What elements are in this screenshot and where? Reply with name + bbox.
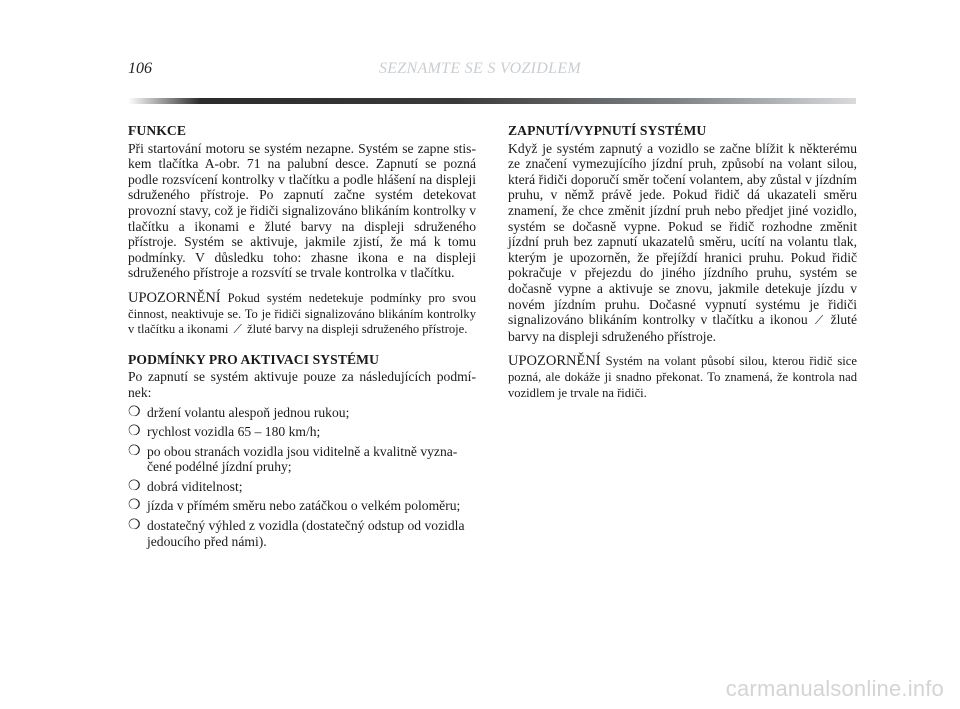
circle-bullet-icon: ❍ (128, 443, 141, 459)
onoff-paragraph (508, 141, 857, 345)
circle-bullet-icon: ❍ (128, 498, 141, 514)
list-item: ❍ po obou stranách vozidla jsou viditelně a kvalitně vyznačené podélné jízdní pruhy; (128, 443, 458, 475)
page-number: 106 (128, 60, 152, 77)
funkce-heading: FUNKCE (128, 123, 186, 138)
lane-assist-icon: ⟋ (233, 322, 242, 337)
list-item: ❍ jízda v přímém směru nebo zatáčkou o velkém poloměru; (128, 498, 461, 514)
onoff-text-part1: Když je systém zapnutý a vozidlo se začne blížit k některému ze značení vymezujícího jízdní pruh, způsobí na volant silou, která řidiči doporučí směr točení volantem, aby zůstal v jízdním pruhu, v němž právě jede. Pokud řidič dá ukazateli směru znamení, že chce změnit jízdní pruh nebo předjet jiné vozidlo, systém se dočasně vypne. Pokud se řidič rozhodne změnit jízdní pruh bez zapnutí ukazatelů směru, ucítí na volantu tlak, kterým je upozorněn, že přejíždí hranici pruhu. Pokud řidič pokračuje v přejezdu do jiného jízdního pruhu, systém se dočasně vypne a aktivuje se znovu, jakmile detekuje jízdu v novém jízdním pruhu. Dočasné vypnutí systému je řidiči signalizováno blikáním kontrolky v tlačítku a ikonou (508, 140, 857, 328)
warning-label: UPOZORNĚNÍ (128, 289, 221, 306)
onoff-heading: ZAPNUTÍ/VYPNUTÍ SYSTÉMU (508, 123, 707, 138)
list-item: ❍ dostatečný výhled z vozidla (dostatečný odstup od vozidla jedoucího před námi). (128, 518, 465, 549)
circle-bullet-icon: ❍ (128, 424, 141, 440)
warning-text-part1: Pokud systém nedetekuje podmínky pro svou činnost, neaktivuje se. To je řidiči signalizováno blikáním kontrolky v tlačítku a ikonami (128, 290, 476, 337)
left-column (128, 123, 476, 553)
circle-bullet-icon: ❍ (128, 404, 141, 420)
lane-assist-icon: ⟋ (814, 313, 824, 328)
warning-text: Systém na volant působí silou, kterou řidič sice pozná, ale dokáže ji snadno překonat. To znamená, že kontrola nad vozidlem je trvale na řidiči. (508, 354, 857, 400)
circle-bullet-icon: ❍ (128, 518, 141, 534)
warning-label: UPOZORNĚNÍ (508, 353, 601, 370)
conditions-intro: Po zapnutí se systém aktivuje pouze za následujících podmínek: (128, 369, 476, 400)
conditions-list (128, 405, 476, 550)
warning-paragraph-right (508, 354, 857, 401)
funkce-paragraph: Při startování motoru se systém nezapne. Systém se zapne stiskem tlačítka A-obr. 71 na palubní desce. Zapnutí se pozná podle rozsvícení kontrolky v tlačítku a podle hlášení na displeji sdruženého přístroje. Po zapnutí začne systém detekovat provozní stavy, což je řidiči signalizováno blikáním kontrolky v tlačítku a ikonami e žluté barvy na displeji sdruženého přístroje. Systém se aktivuje, jakmile zjistí, že má k tomu podmínky. V důsledku toho: zhasne ikona e na displeji sdruženého přístroje a rozsvítí se trvale kontrolka v tlačítku. (128, 140, 476, 281)
circle-bullet-icon: ❍ (128, 478, 141, 494)
warning-paragraph-left (128, 291, 476, 338)
onoff-text-part2: žluté barvy na displeji sdruženého přístroje. (508, 312, 857, 344)
right-column (508, 123, 857, 411)
watermark: carmanualsonline.info (725, 676, 944, 701)
warning-text-part2: žluté barvy na displeji sdruženého přístroje. (247, 322, 468, 337)
header-rule (128, 98, 856, 104)
conditions-heading: PODMÍNKY PRO AKTIVACI SYSTÉMU (128, 351, 380, 367)
list-item: ❍ držení volantu alespoň jednou rukou; (128, 404, 350, 420)
running-title: SEZNAMTE SE S VOZIDLEM (378, 60, 582, 77)
list-item: ❍ dobrá viditelnost; (128, 478, 243, 494)
list-item: ❍ rychlost vozidla 65 – 180 km/h; (128, 424, 321, 440)
